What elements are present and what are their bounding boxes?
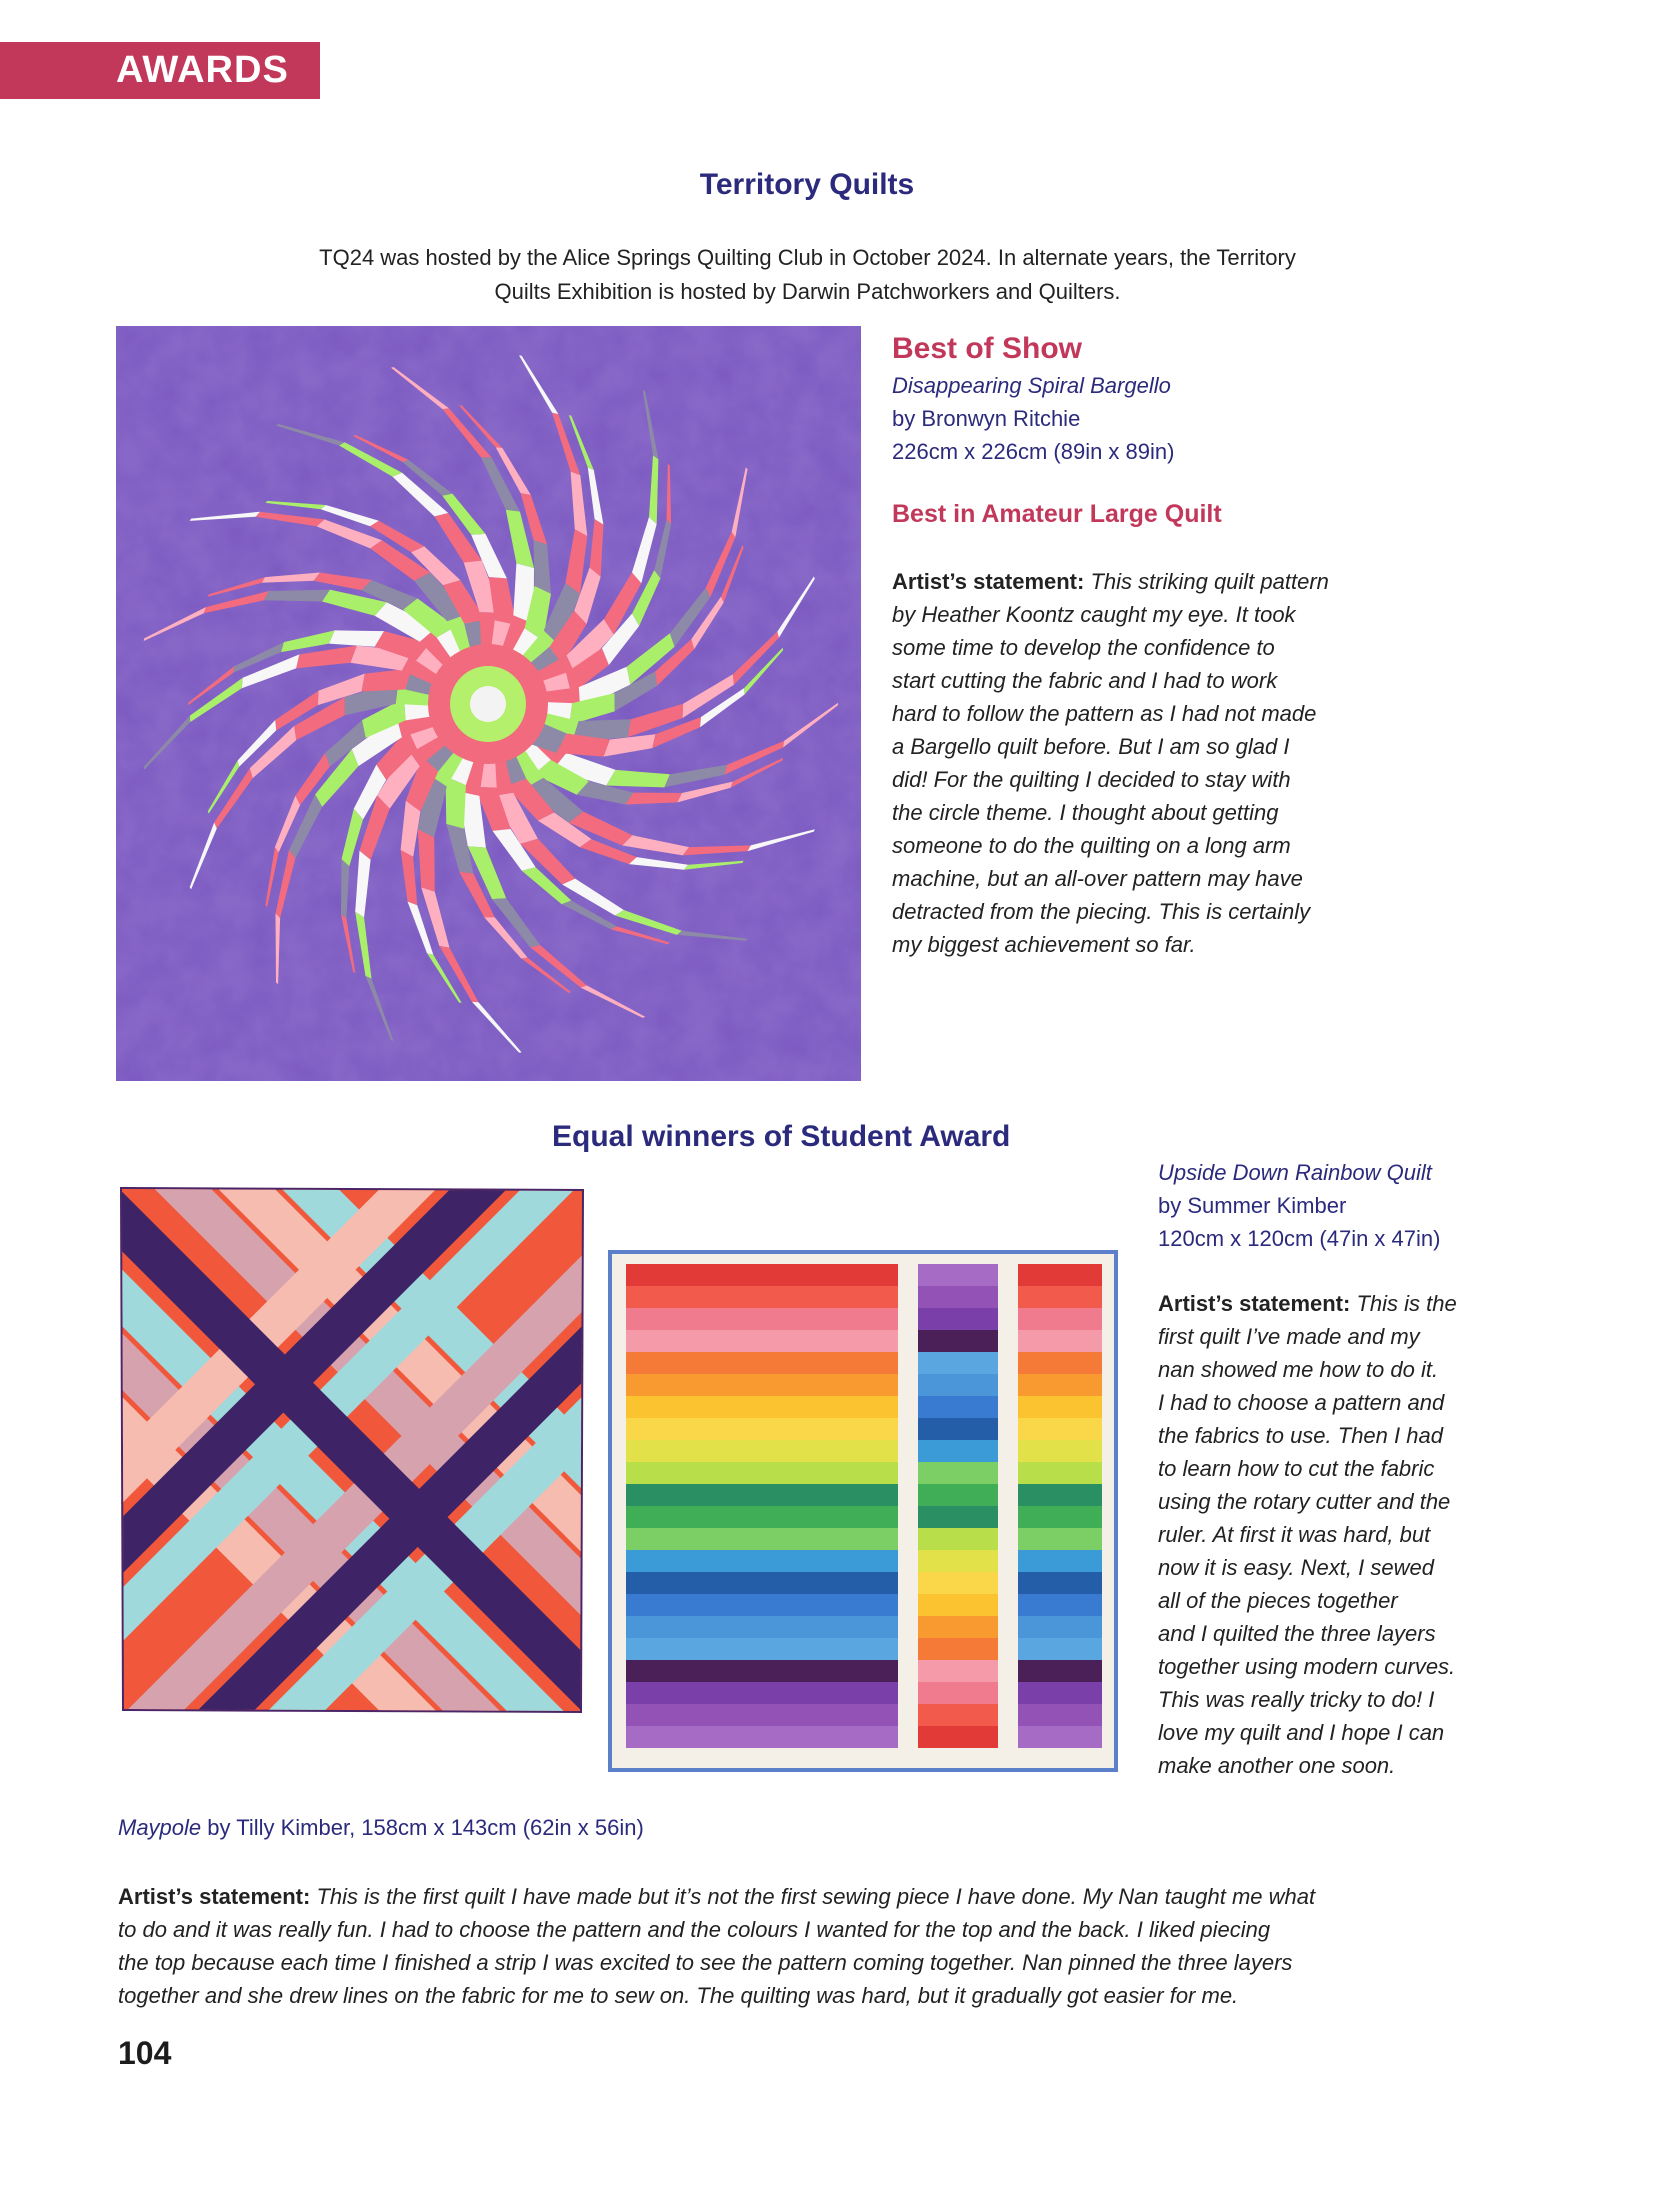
rainbow-quilt-image — [608, 1250, 1118, 1772]
maypole-statement — [118, 1880, 1315, 2012]
rainbow-strip — [918, 1396, 998, 1418]
statement-label: Artist’s statement: — [1158, 1291, 1351, 1316]
rainbow-strip — [1018, 1616, 1102, 1638]
rainbow-strip — [626, 1484, 898, 1506]
statement-line: the circle theme. I thought about getting — [892, 800, 1279, 825]
rainbow-strip — [626, 1528, 898, 1550]
maypole-quilt-photo — [118, 1185, 586, 1715]
page-title: Territory Quilts — [699, 168, 915, 201]
rainbow-strip — [626, 1726, 898, 1748]
rainbow-strip — [918, 1374, 998, 1396]
rainbow-strip — [1018, 1660, 1102, 1682]
rainbow-strip — [1018, 1506, 1102, 1528]
statement-line: to learn how to cut the fabric — [1158, 1456, 1435, 1481]
rainbow-strip — [626, 1286, 898, 1308]
statement-line — [118, 1880, 1315, 1913]
rainbow-strip — [626, 1572, 898, 1594]
statement-text: This is the — [1356, 1291, 1457, 1316]
rainbow-strip — [1018, 1682, 1102, 1704]
rainbow-strip — [1018, 1352, 1102, 1374]
artist-statement — [892, 565, 1329, 961]
statement-line: together and she drew lines on the fabric for me to sew on. The quilting was hard, but it gradually got easier for me. — [118, 1983, 1239, 2008]
rainbow-strip — [918, 1484, 998, 1506]
statement-line: together using modern curves. — [1158, 1654, 1456, 1679]
student-award-heading: Equal winners of Student Award — [552, 1120, 1011, 1153]
statement-line: the fabrics to use. Then I had — [1158, 1423, 1443, 1448]
statement-line: my biggest achievement so far. — [892, 932, 1196, 957]
rainbow-strip — [918, 1352, 998, 1374]
rainbow-strip — [1018, 1484, 1102, 1506]
rainbow-strip — [626, 1550, 898, 1572]
rainbow-strip — [918, 1462, 998, 1484]
rainbow-strip — [1018, 1528, 1102, 1550]
rainbow-strip — [918, 1506, 998, 1528]
intro-line: TQ24 was hosted by the Alice Springs Quilting Club in October 2024. In alternate years, the Territory — [319, 245, 1296, 270]
rainbow-strip — [918, 1616, 998, 1638]
rainbow-strip — [1018, 1264, 1102, 1286]
rainbow-strip — [626, 1352, 898, 1374]
rainbow-strip — [918, 1726, 998, 1748]
rainbow-strip — [1018, 1572, 1102, 1594]
statement-line: start cutting the fabric and I had to work — [892, 668, 1278, 693]
intro-paragraph — [220, 241, 1395, 309]
best-of-show-info — [892, 369, 1174, 468]
maypole-title: Maypole — [118, 1815, 202, 1840]
rainbow-strip — [918, 1264, 998, 1286]
rainbow-strip — [1018, 1396, 1102, 1418]
spiral-ray-segment — [264, 590, 330, 602]
statement-label: Artist’s statement: — [118, 1884, 311, 1909]
rainbow-strip — [626, 1704, 898, 1726]
statement-line: someone to do the quilting on a long arm — [892, 833, 1291, 858]
rainbow-strip — [918, 1308, 998, 1330]
statement-line: I had to choose a pattern and — [1158, 1390, 1445, 1415]
rainbow-strip — [1018, 1330, 1102, 1352]
quilt-size: 120cm x 120cm (47in x 47in) — [1158, 1226, 1441, 1251]
statement-line: a Bargello quilt before. But I am so glad I — [892, 734, 1290, 759]
statement-line: and I quilted the three layers — [1158, 1621, 1436, 1646]
statement-line: using the rotary cutter and the — [1158, 1489, 1451, 1514]
rainbow-statement — [1158, 1287, 1457, 1782]
quilt-maker: by Summer Kimber — [1158, 1193, 1347, 1218]
rainbow-strip — [918, 1528, 998, 1550]
statement-line: to do and it was really fun. I had to choose the pattern and the colours I wanted for the top and the back. I liked piecing — [118, 1917, 1271, 1942]
quilt-maker: by Bronwyn Ritchie — [892, 406, 1081, 431]
statement-line: machine, but an all-over pattern may have — [892, 866, 1303, 891]
rainbow-strip — [1018, 1286, 1102, 1308]
statement-line: by Heather Koontz caught my eye. It took — [892, 602, 1296, 627]
rainbow-strip — [626, 1330, 898, 1352]
rainbow-strip — [918, 1572, 998, 1594]
statement-line: all of the pieces together — [1158, 1588, 1398, 1613]
statement-text: This striking quilt pattern — [1090, 569, 1329, 594]
statement-line: hard to follow the pattern as I had not made — [892, 701, 1317, 726]
spiral-ray-segment — [446, 777, 466, 829]
rainbow-strip — [918, 1286, 998, 1308]
rainbow-strip — [918, 1550, 998, 1572]
rainbow-strip — [1018, 1374, 1102, 1396]
rainbow-strip — [626, 1308, 898, 1330]
rainbow-strip — [1018, 1704, 1102, 1726]
intro-line: Quilts Exhibition is hosted by Darwin Patchworkers and Quilters. — [494, 279, 1121, 304]
maypole-quilt-image — [118, 1185, 586, 1715]
rainbow-strip — [918, 1330, 998, 1352]
rainbow-strip — [1018, 1308, 1102, 1330]
statement-line — [892, 565, 1329, 598]
rainbow-strip — [626, 1506, 898, 1528]
rainbow-strip — [918, 1660, 998, 1682]
rainbow-strip — [626, 1264, 898, 1286]
statement-line: the top because each time I finished a strip I was excited to see the pattern coming together. Nan pinned the three layers — [118, 1950, 1293, 1975]
statement-text: This is the first quilt I have made but it’s not the first sewing piece I have done. My Nan taught me what — [316, 1884, 1316, 1909]
rainbow-strip — [626, 1660, 898, 1682]
rainbow-strip — [918, 1638, 998, 1660]
rainbow-strip — [1018, 1594, 1102, 1616]
rainbow-strip — [626, 1638, 898, 1660]
statement-line: detracted from the piecing. This is certainly — [892, 899, 1311, 924]
rainbow-strip — [626, 1396, 898, 1418]
rainbow-strip — [626, 1616, 898, 1638]
rainbow-strip — [918, 1440, 998, 1462]
rainbow-strip — [626, 1374, 898, 1396]
quilt-title: Disappearing Spiral Bargello — [892, 373, 1171, 398]
rainbow-strip — [1018, 1550, 1102, 1572]
rainbow-strip — [626, 1682, 898, 1704]
statement-line: love my quilt and I hope I can — [1158, 1720, 1445, 1745]
section-tab: AWARDS — [0, 42, 320, 99]
rainbow-strip — [1018, 1726, 1102, 1748]
spiral-bargello-quilt-photo — [116, 326, 861, 1081]
rainbow-strip — [918, 1704, 998, 1726]
rainbow-strip — [1018, 1462, 1102, 1484]
maypole-details: by Tilly Kimber, 158cm x 143cm (62in x 56in) — [201, 1815, 644, 1840]
rainbow-strip — [918, 1594, 998, 1616]
rainbow-strip — [626, 1594, 898, 1616]
best-of-show-heading: Best of Show — [892, 332, 1083, 365]
statement-label: Artist’s statement: — [892, 569, 1085, 594]
rainbow-strip — [918, 1682, 998, 1704]
statement-line: ruler. At first it was hard, but — [1158, 1522, 1431, 1547]
rainbow-strip — [626, 1440, 898, 1462]
statement-line: first quilt I’ve made and my — [1158, 1324, 1420, 1349]
statement-line: This was really tricky to do! I — [1158, 1687, 1435, 1712]
statement-line: now it is easy. Next, I sewed — [1158, 1555, 1434, 1580]
rainbow-strip — [1018, 1638, 1102, 1660]
spiral-bargello-quilt-image — [116, 326, 861, 1081]
maypole-caption — [118, 1815, 644, 1841]
rainbow-strip — [918, 1418, 998, 1440]
quilt-size: 226cm x 226cm (89in x 89in) — [892, 439, 1175, 464]
quilt-title: Upside Down Rainbow Quilt — [1158, 1160, 1432, 1185]
award-heading: Best in Amateur Large Quilt — [892, 500, 1222, 528]
statement-line: nan showed me how to do it. — [1158, 1357, 1439, 1382]
statement-line: some time to develop the confidence to — [892, 635, 1275, 660]
rainbow-strip — [1018, 1440, 1102, 1462]
rainbow-info — [1158, 1156, 1440, 1255]
rainbow-strip — [626, 1462, 898, 1484]
statement-line — [1158, 1287, 1457, 1320]
rainbow-strip — [626, 1418, 898, 1440]
statement-line: did! For the quilting I decided to stay with — [892, 767, 1291, 792]
statement-line: make another one soon. — [1158, 1753, 1396, 1778]
rainbow-quilt-photo — [608, 1250, 1118, 1772]
page-number: 104 — [118, 2035, 172, 2071]
rainbow-strip — [1018, 1418, 1102, 1440]
